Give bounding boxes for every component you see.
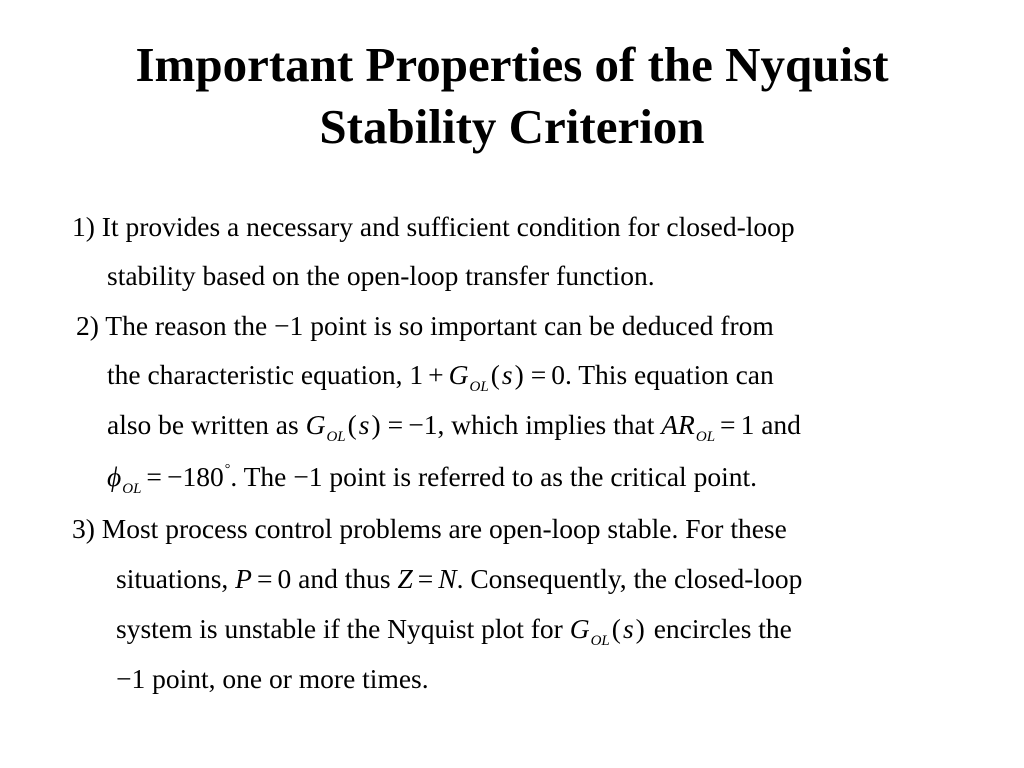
phase-angle-equation: $\phi_{OL} = -180^\circ$ bbox=[107, 461, 231, 497]
item-2-line-2: the characteristic equation, $1 + G_{OL}(s) = 0$. This equation can bbox=[107, 359, 774, 395]
amplitude-ratio-equation: $AR_{OL} = 1$ bbox=[661, 409, 755, 445]
math-minus-one: −1 bbox=[274, 310, 304, 341]
transfer-function: $G_{OL}(s)$ bbox=[569, 613, 645, 649]
characteristic-equation: $1 + G_{OL}(s) = 0$ bbox=[409, 359, 565, 395]
item-2-line-4: $\phi_{OL} = -180^\circ$. The −1 point is referred to as the critical point. bbox=[107, 461, 757, 497]
item-2-line-3: also be written as $G_{OL}(s) = -1$, which implies that $AR_{OL} = 1$ and bbox=[107, 409, 801, 445]
title-line-1: Important Properties of the Nyquist bbox=[135, 37, 889, 92]
item-2-line-1: 2) The reason the −1 point is so important can be deduced from bbox=[76, 310, 774, 341]
open-loop-equation: $G_{OL}(s) = -1$ bbox=[305, 409, 438, 445]
item-1-line-2: stability based on the open-loop transfer function. bbox=[107, 260, 655, 291]
item-3-line-4: −1 point, one or more times. bbox=[116, 663, 429, 694]
item-3-line-3: system is unstable if the Nyquist plot for $G_{OL}(s)$ encircles the bbox=[116, 613, 792, 649]
z-equals-n: Z = N bbox=[397, 563, 457, 594]
title-line-2: Stability Criterion bbox=[319, 99, 705, 154]
item-1-line-1: 1) It provides a necessary and sufficient condition for closed-loop bbox=[72, 211, 795, 242]
slide-title bbox=[0, 34, 1024, 158]
p-equals-zero: P = 0 bbox=[235, 563, 292, 594]
item-3-line-1: 3) Most process control problems are open-loop stable. For these bbox=[72, 513, 787, 544]
item-3-line-2: situations, P = 0 and thus Z = N. Consequently, the closed-loop bbox=[116, 563, 803, 594]
